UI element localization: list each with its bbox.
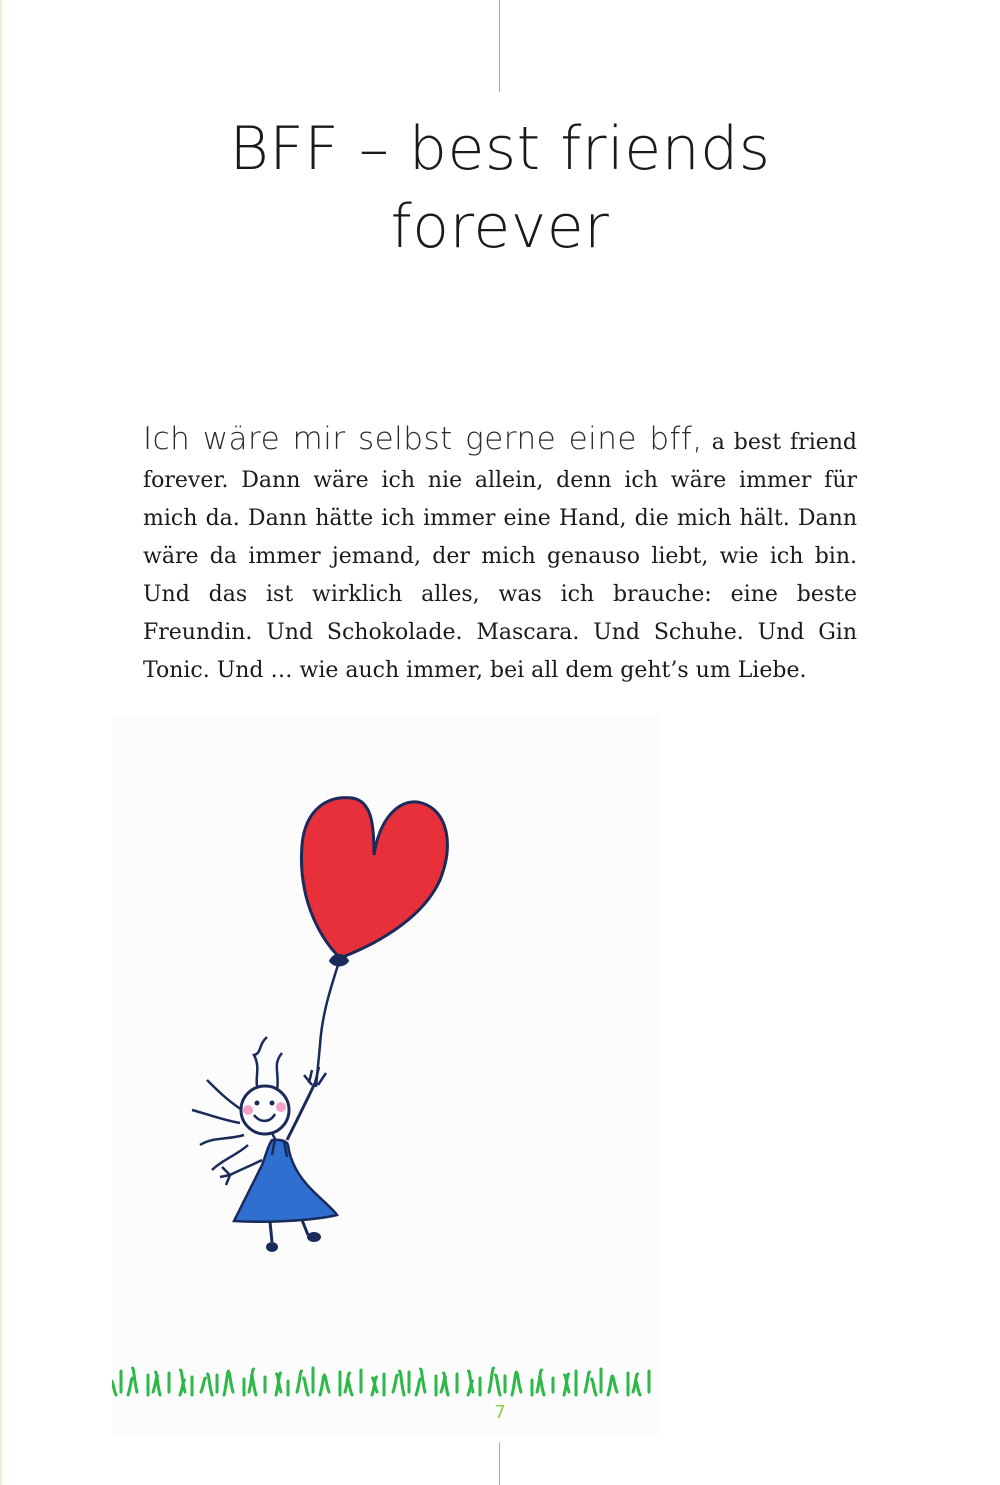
title-line-1: BFF – best friends	[229, 114, 771, 184]
grass-blade	[229, 1372, 234, 1392]
left-eye	[255, 1101, 260, 1106]
lead-in-text: Ich wäre mir selbst gerne eine bff,	[143, 421, 703, 457]
body-text: a best friend forever. Dann wäre ich nie allein, denn ich wäre immer für mich da. Dann hätte ich immer eine Hand, die mich hält. Dann wäre da immer jemand, der mich genauso liebt, wie ich bin. Und das ist wirklich alles, was ich brauche: eine beste Freundin. Und Schokolade. Mascara. Und Schuhe. Und Gin Tonic. Und … wie auch immer, bei all dem geht’s um Liebe.	[143, 430, 858, 683]
title-line-2: forever	[390, 192, 610, 262]
grass-blade	[489, 1368, 494, 1392]
grass-blade	[585, 1372, 590, 1392]
grass	[112, 1368, 649, 1395]
grass-blade	[421, 1369, 426, 1392]
grass-blade	[400, 1371, 405, 1395]
grass-blade	[252, 1376, 257, 1395]
crop-mark-top	[499, 0, 500, 92]
heart-balloon	[301, 798, 447, 958]
grass-blade	[540, 1377, 545, 1395]
body-paragraph	[143, 420, 857, 690]
grass-blade	[636, 1381, 641, 1395]
grass-blade	[325, 1376, 330, 1392]
grass-blade	[208, 1374, 213, 1395]
raised-hand	[304, 1067, 326, 1085]
legs	[270, 1220, 308, 1242]
page-edge	[0, 0, 2, 1485]
crop-mark-bottom	[499, 1442, 500, 1485]
grass-blade	[613, 1377, 618, 1392]
grass-blade	[304, 1378, 309, 1395]
grass-blade	[297, 1371, 302, 1392]
grass-blade	[128, 1378, 133, 1395]
grass-blade	[393, 1375, 398, 1392]
grass-blade	[517, 1373, 522, 1392]
raised-arm	[287, 1083, 315, 1140]
grass-blade	[201, 1378, 206, 1392]
page-title	[150, 110, 850, 266]
grass-blade	[112, 1381, 116, 1395]
balloon-knot	[330, 955, 348, 966]
grass-blade	[496, 1375, 501, 1395]
grass-blade	[348, 1380, 353, 1395]
grass-blade	[320, 1375, 325, 1395]
grass-blade	[512, 1372, 517, 1395]
right-eye	[270, 1101, 275, 1106]
grass-blade	[608, 1376, 613, 1395]
page-number: 7	[494, 1402, 506, 1423]
right-foot	[307, 1232, 321, 1242]
right-cheek	[276, 1102, 286, 1112]
left-foot	[266, 1242, 278, 1252]
left-cheek	[243, 1105, 253, 1115]
grass-blade	[224, 1371, 229, 1395]
grass-blade	[416, 1379, 421, 1395]
grass-blade	[592, 1379, 597, 1395]
grass-blade	[133, 1368, 138, 1392]
girl-with-heart-balloon-illustration	[112, 715, 660, 1435]
